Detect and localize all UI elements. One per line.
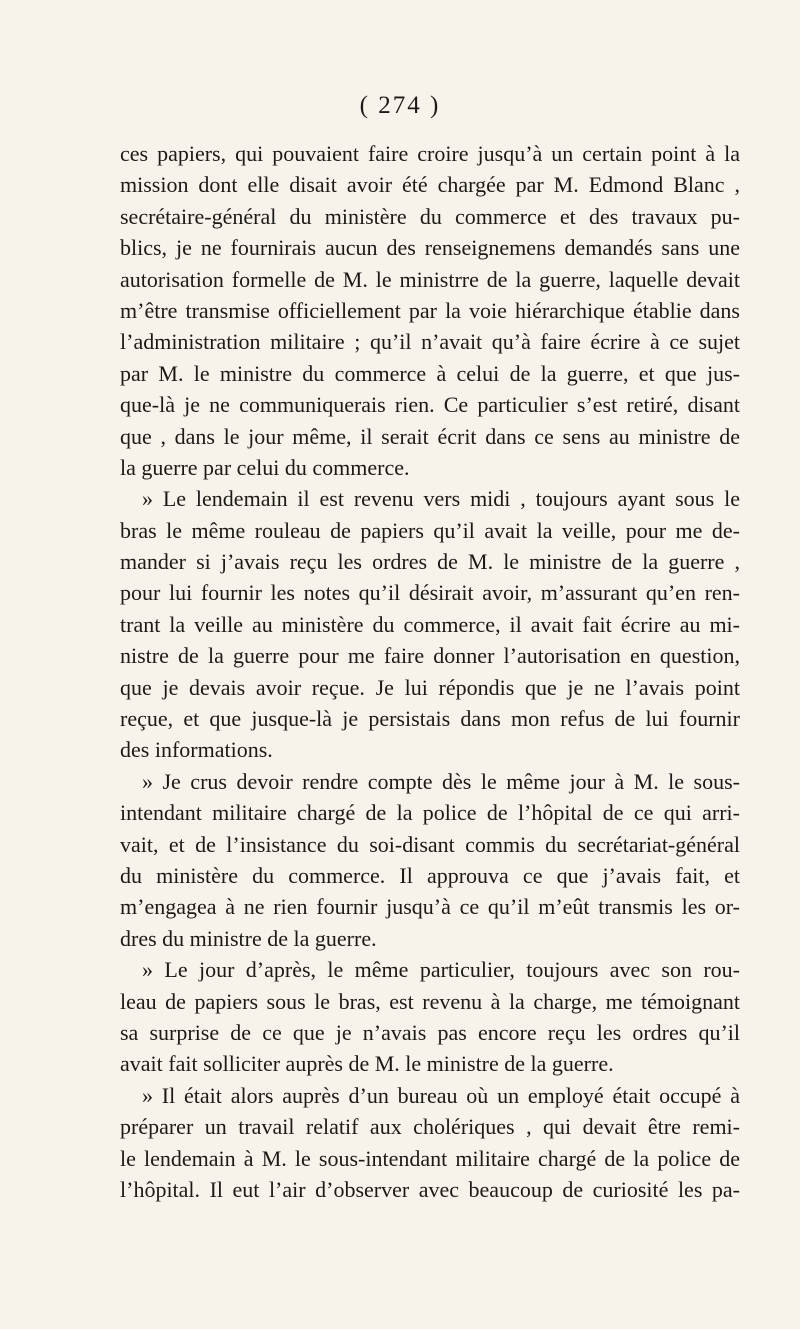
text-line: m’engagea à ne rien fournir jusqu’à ce qu’il m’eût transmis les or-: [120, 894, 740, 920]
text-line: m’être transmise officiellement par la voie hiérarchique établie dans: [120, 297, 740, 323]
text-line: ces papiers, qui pouvaient faire croire jusqu’à un certain point à la: [120, 141, 740, 166]
text-line: du ministère du commerce. Il approuva ce que j’avais fait, et: [120, 862, 740, 888]
text-line: pour lui fournir les notes qu’il désirait avoir, m’assurant qu’en ren-: [120, 580, 740, 606]
text-line: que je devais avoir reçue. Je lui répondis que je ne l’avais point: [120, 674, 740, 700]
text-line: des informations.: [120, 737, 273, 763]
text-line: » Je crus devoir rendre compte dès le même jour à M. le sous-: [142, 768, 740, 794]
text-line: l’administration militaire ; qu’il n’avait qu’à faire écrire à ce sujet: [120, 329, 740, 355]
text-line: mander si j’avais reçu les ordres de M. le ministre de la guerre ,: [120, 549, 740, 575]
text-line: autorisation formelle de M. le ministrre de la guerre, laquelle devait: [120, 266, 740, 292]
text-line: » Le jour d’après, le même particulier, toujours avec son rou-: [142, 957, 740, 983]
text-line: » Il était alors auprès d’un bureau où un employé était occupé à: [142, 1082, 740, 1108]
text-line: mission dont elle disait avoir été chargée par M. Edmond Blanc ,: [120, 172, 740, 198]
text-line: le lendemain à M. le sous-intendant militaire chargé de la police de: [120, 1145, 740, 1171]
text-line: que-là je ne communiquerais rien. Ce particulier s’est retiré, disant: [120, 392, 740, 418]
text-line: » Le lendemain il est revenu vers midi , toujours ayant sous le: [142, 486, 740, 512]
body-text: [120, 138, 740, 1205]
text-line: l’hôpital. Il eut l’air d’observer avec beaucoup de curiosité les pa-: [120, 1176, 740, 1202]
text-line: blics, je ne fournirais aucun des renseignemens demandés sans une: [120, 235, 740, 261]
text-line: vait, et de l’insistance du soi-disant commis du secrétariat-général: [120, 831, 740, 857]
text-line: secrétaire-général du ministère du commerce et des travaux pu-: [120, 203, 740, 229]
text-line: que , dans le jour même, il serait écrit dans ce sens au ministre de: [120, 423, 740, 449]
text-line: reçue, et que jusque-là je persistais dans mon refus de lui fournir: [120, 706, 740, 732]
text-line: dres du ministre de la guerre.: [120, 925, 377, 951]
text-line: avait fait solliciter auprès de M. le ministre de la guerre.: [120, 1051, 614, 1077]
page-number: ( 274 ): [359, 92, 441, 119]
text-line: par M. le ministre du commerce à celui de la guerre, et que jus-: [120, 360, 740, 386]
text-line: préparer un travail relatif aux cholériques , qui devait être remi-: [120, 1114, 740, 1140]
text-line: sa surprise de ce que je n’avais pas encore reçu les ordres qu’il: [120, 1019, 740, 1045]
text-line: leau de papiers sous le bras, est revenu à la charge, me témoignant: [120, 988, 740, 1014]
text-line: bras le même rouleau de papiers qu’il avait la veille, pour me de-: [120, 517, 740, 543]
text-line: nistre de la guerre pour me faire donner l’autorisation en question,: [120, 643, 740, 669]
text-line: la guerre par celui du commerce.: [120, 454, 410, 480]
text-line: intendant militaire chargé de la police de l’hôpital de ce qui arri-: [120, 800, 740, 826]
text-line: trant la veille au ministère du commerce, il avait fait écrire au mi-: [120, 611, 740, 637]
